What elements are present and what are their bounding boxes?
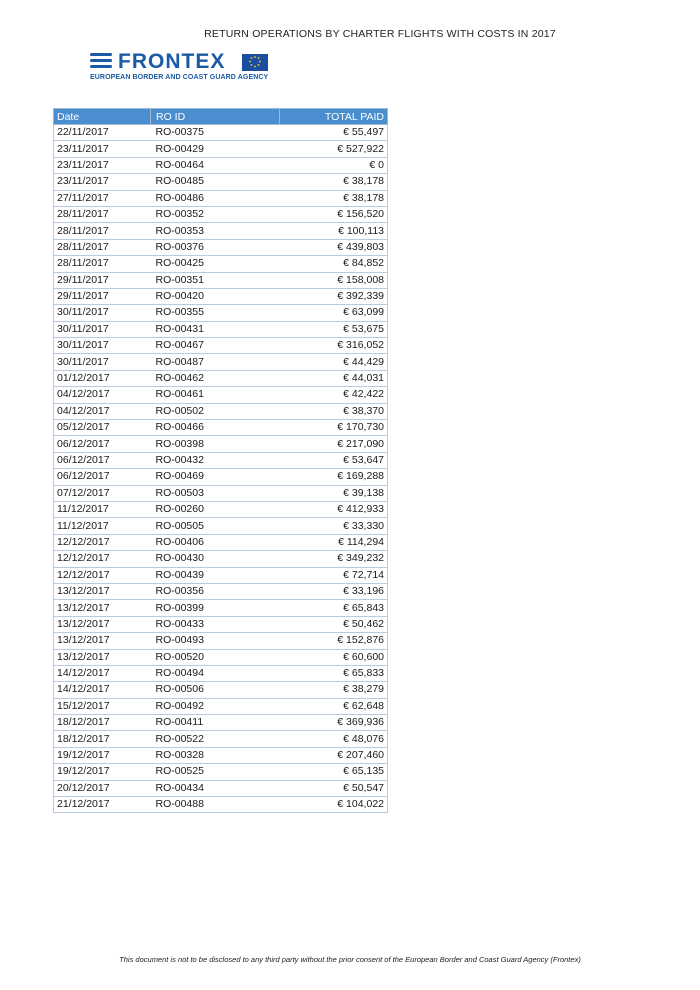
table-row: [54, 354, 388, 370]
cell-total-paid: € 38,178: [280, 190, 388, 206]
cell-date: 13/12/2017: [54, 600, 151, 616]
cell-ro-id: RO-00467: [151, 338, 280, 354]
cell-total-paid: € 152,876: [280, 633, 388, 649]
cell-total-paid: € 169,288: [280, 469, 388, 485]
cell-ro-id: RO-00328: [151, 747, 280, 763]
table-row: [54, 731, 388, 747]
cell-total-paid: € 439,803: [280, 239, 388, 255]
table-row: [54, 125, 388, 141]
cell-ro-id: RO-00420: [151, 288, 280, 304]
cell-ro-id: RO-00351: [151, 272, 280, 288]
table-row: [54, 239, 388, 255]
cell-date: 23/11/2017: [54, 141, 151, 157]
table-row: [54, 174, 388, 190]
cell-date: 12/12/2017: [54, 567, 151, 583]
cell-ro-id: RO-00355: [151, 305, 280, 321]
cell-date: 13/12/2017: [54, 649, 151, 665]
table-row: [54, 288, 388, 304]
cell-date: 14/12/2017: [54, 682, 151, 698]
cell-date: 13/12/2017: [54, 583, 151, 599]
table-row: [54, 141, 388, 157]
cell-total-paid: € 316,052: [280, 338, 388, 354]
cell-total-paid: € 48,076: [280, 731, 388, 747]
cell-total-paid: € 84,852: [280, 256, 388, 272]
cell-ro-id: RO-00431: [151, 321, 280, 337]
table-row: [54, 567, 388, 583]
cell-total-paid: € 55,497: [280, 125, 388, 141]
table-row: [54, 436, 388, 452]
cell-date: 18/12/2017: [54, 715, 151, 731]
cell-total-paid: € 33,196: [280, 583, 388, 599]
table-row: [54, 649, 388, 665]
cell-ro-id: RO-00411: [151, 715, 280, 731]
confidentiality-disclaimer: This document is not to be disclosed to any third party without the prior consent of the European Border and Coast Guard Agency (Frontex): [119, 955, 581, 964]
table-row: [54, 338, 388, 354]
cell-date: 30/11/2017: [54, 321, 151, 337]
cell-date: 20/12/2017: [54, 780, 151, 796]
cell-ro-id: RO-00493: [151, 633, 280, 649]
cell-ro-id: RO-00520: [151, 649, 280, 665]
cell-total-paid: € 412,933: [280, 501, 388, 517]
table-row: [54, 501, 388, 517]
logo-tagline: EUROPEAN BORDER AND COAST GUARD AGENCY: [90, 74, 269, 81]
cell-date: 04/12/2017: [54, 387, 151, 403]
table-row: [54, 698, 388, 714]
cell-ro-id: RO-00492: [151, 698, 280, 714]
cell-total-paid: € 170,730: [280, 420, 388, 436]
table-row: [54, 272, 388, 288]
cell-total-paid: € 60,600: [280, 649, 388, 665]
cell-total-paid: € 39,138: [280, 485, 388, 501]
table-row: [54, 764, 388, 780]
table-row: [54, 452, 388, 468]
cell-date: 29/11/2017: [54, 288, 151, 304]
cell-date: 28/11/2017: [54, 239, 151, 255]
cell-total-paid: € 50,462: [280, 616, 388, 632]
frontex-waves-icon: [90, 53, 112, 73]
table-row: [54, 797, 388, 813]
cell-ro-id: RO-00487: [151, 354, 280, 370]
table-row: [54, 747, 388, 763]
cell-total-paid: € 156,520: [280, 206, 388, 222]
column-header-ro-id: RO ID: [151, 109, 280, 125]
cell-date: 01/12/2017: [54, 370, 151, 386]
cell-ro-id: RO-00485: [151, 174, 280, 190]
table-row: [54, 190, 388, 206]
table-row: [54, 305, 388, 321]
table-row: [54, 665, 388, 681]
cell-date: 27/11/2017: [54, 190, 151, 206]
cell-date: 06/12/2017: [54, 436, 151, 452]
frontex-logo: [90, 50, 280, 90]
cell-ro-id: RO-00433: [151, 616, 280, 632]
cell-ro-id: RO-00488: [151, 797, 280, 813]
cell-date: 28/11/2017: [54, 223, 151, 239]
cell-ro-id: RO-00503: [151, 485, 280, 501]
table-row: [54, 633, 388, 649]
cell-ro-id: RO-00260: [151, 501, 280, 517]
cell-total-paid: € 369,936: [280, 715, 388, 731]
cell-date: 15/12/2017: [54, 698, 151, 714]
cell-total-paid: € 62,648: [280, 698, 388, 714]
cell-date: 18/12/2017: [54, 731, 151, 747]
table-row: [54, 387, 388, 403]
table-row: [54, 420, 388, 436]
cell-ro-id: RO-00502: [151, 403, 280, 419]
cell-total-paid: € 0: [280, 157, 388, 173]
cell-total-paid: € 65,843: [280, 600, 388, 616]
cell-date: 06/12/2017: [54, 469, 151, 485]
cell-date: 05/12/2017: [54, 420, 151, 436]
cell-ro-id: RO-00462: [151, 370, 280, 386]
page-title: RETURN OPERATIONS BY CHARTER FLIGHTS WITH COSTS IN 2017: [204, 28, 556, 40]
cell-total-paid: € 527,922: [280, 141, 388, 157]
table-row: [54, 518, 388, 534]
table-row: [54, 583, 388, 599]
cell-date: 28/11/2017: [54, 206, 151, 222]
table-row: [54, 780, 388, 796]
cell-total-paid: € 349,232: [280, 551, 388, 567]
cell-ro-id: RO-00505: [151, 518, 280, 534]
cell-ro-id: RO-00525: [151, 764, 280, 780]
cell-total-paid: € 50,547: [280, 780, 388, 796]
cell-ro-id: RO-00494: [151, 665, 280, 681]
cell-ro-id: RO-00376: [151, 239, 280, 255]
cell-date: 29/11/2017: [54, 272, 151, 288]
table-row: [54, 600, 388, 616]
cell-total-paid: € 44,429: [280, 354, 388, 370]
cell-total-paid: € 42,422: [280, 387, 388, 403]
cell-ro-id: RO-00439: [151, 567, 280, 583]
table-row: [54, 206, 388, 222]
table-row: [54, 551, 388, 567]
cell-date: 04/12/2017: [54, 403, 151, 419]
cell-date: 30/11/2017: [54, 305, 151, 321]
cell-total-paid: € 38,370: [280, 403, 388, 419]
eu-flag-icon: [242, 54, 268, 71]
cell-ro-id: RO-00399: [151, 600, 280, 616]
cell-ro-id: RO-00356: [151, 583, 280, 599]
cell-ro-id: RO-00353: [151, 223, 280, 239]
cell-total-paid: € 392,339: [280, 288, 388, 304]
cell-date: 12/12/2017: [54, 534, 151, 550]
cell-total-paid: € 114,294: [280, 534, 388, 550]
cell-ro-id: RO-00425: [151, 256, 280, 272]
cell-total-paid: € 63,099: [280, 305, 388, 321]
cell-ro-id: RO-00461: [151, 387, 280, 403]
cell-date: 30/11/2017: [54, 354, 151, 370]
cell-ro-id: RO-00464: [151, 157, 280, 173]
cell-ro-id: RO-00432: [151, 452, 280, 468]
cell-ro-id: RO-00375: [151, 125, 280, 141]
cell-date: 13/12/2017: [54, 616, 151, 632]
cell-total-paid: € 44,031: [280, 370, 388, 386]
cell-total-paid: € 65,833: [280, 665, 388, 681]
cell-total-paid: € 217,090: [280, 436, 388, 452]
table-row: [54, 157, 388, 173]
cell-date: 12/12/2017: [54, 551, 151, 567]
cell-total-paid: € 33,330: [280, 518, 388, 534]
cell-date: 30/11/2017: [54, 338, 151, 354]
cell-date: 22/11/2017: [54, 125, 151, 141]
cell-ro-id: RO-00469: [151, 469, 280, 485]
table-row: [54, 370, 388, 386]
cell-total-paid: € 104,022: [280, 797, 388, 813]
table-row: [54, 485, 388, 501]
cell-ro-id: RO-00506: [151, 682, 280, 698]
cell-ro-id: RO-00434: [151, 780, 280, 796]
cell-date: 28/11/2017: [54, 256, 151, 272]
cell-date: 14/12/2017: [54, 665, 151, 681]
cell-ro-id: RO-00398: [151, 436, 280, 452]
cell-total-paid: € 53,647: [280, 452, 388, 468]
table-row: [54, 256, 388, 272]
cell-date: 13/12/2017: [54, 633, 151, 649]
cell-date: 19/12/2017: [54, 764, 151, 780]
cell-date: 11/12/2017: [54, 518, 151, 534]
table-row: [54, 534, 388, 550]
table-header-row: [54, 109, 388, 125]
cell-total-paid: € 38,279: [280, 682, 388, 698]
cell-ro-id: RO-00466: [151, 420, 280, 436]
cell-ro-id: RO-00486: [151, 190, 280, 206]
cell-total-paid: € 65,135: [280, 764, 388, 780]
cell-ro-id: RO-00522: [151, 731, 280, 747]
table-row: [54, 223, 388, 239]
column-header-total-paid: TOTAL PAID: [280, 109, 388, 125]
cell-date: 23/11/2017: [54, 157, 151, 173]
cell-date: 21/12/2017: [54, 797, 151, 813]
column-header-date: Date: [54, 109, 151, 125]
cell-total-paid: € 207,460: [280, 747, 388, 763]
cell-total-paid: € 100,113: [280, 223, 388, 239]
return-operations-table: [53, 108, 388, 813]
logo-wordmark: FRONTEX: [118, 50, 226, 73]
cell-date: 19/12/2017: [54, 747, 151, 763]
cell-total-paid: € 38,178: [280, 174, 388, 190]
table-row: [54, 616, 388, 632]
table-row: [54, 715, 388, 731]
cell-total-paid: € 72,714: [280, 567, 388, 583]
table-row: [54, 469, 388, 485]
cell-date: 11/12/2017: [54, 501, 151, 517]
cell-total-paid: € 53,675: [280, 321, 388, 337]
cell-ro-id: RO-00429: [151, 141, 280, 157]
table-row: [54, 403, 388, 419]
table-row: [54, 682, 388, 698]
cell-date: 23/11/2017: [54, 174, 151, 190]
cell-date: 06/12/2017: [54, 452, 151, 468]
cell-ro-id: RO-00430: [151, 551, 280, 567]
cell-ro-id: RO-00352: [151, 206, 280, 222]
table-row: [54, 321, 388, 337]
cell-ro-id: RO-00406: [151, 534, 280, 550]
cell-total-paid: € 158,008: [280, 272, 388, 288]
cell-date: 07/12/2017: [54, 485, 151, 501]
